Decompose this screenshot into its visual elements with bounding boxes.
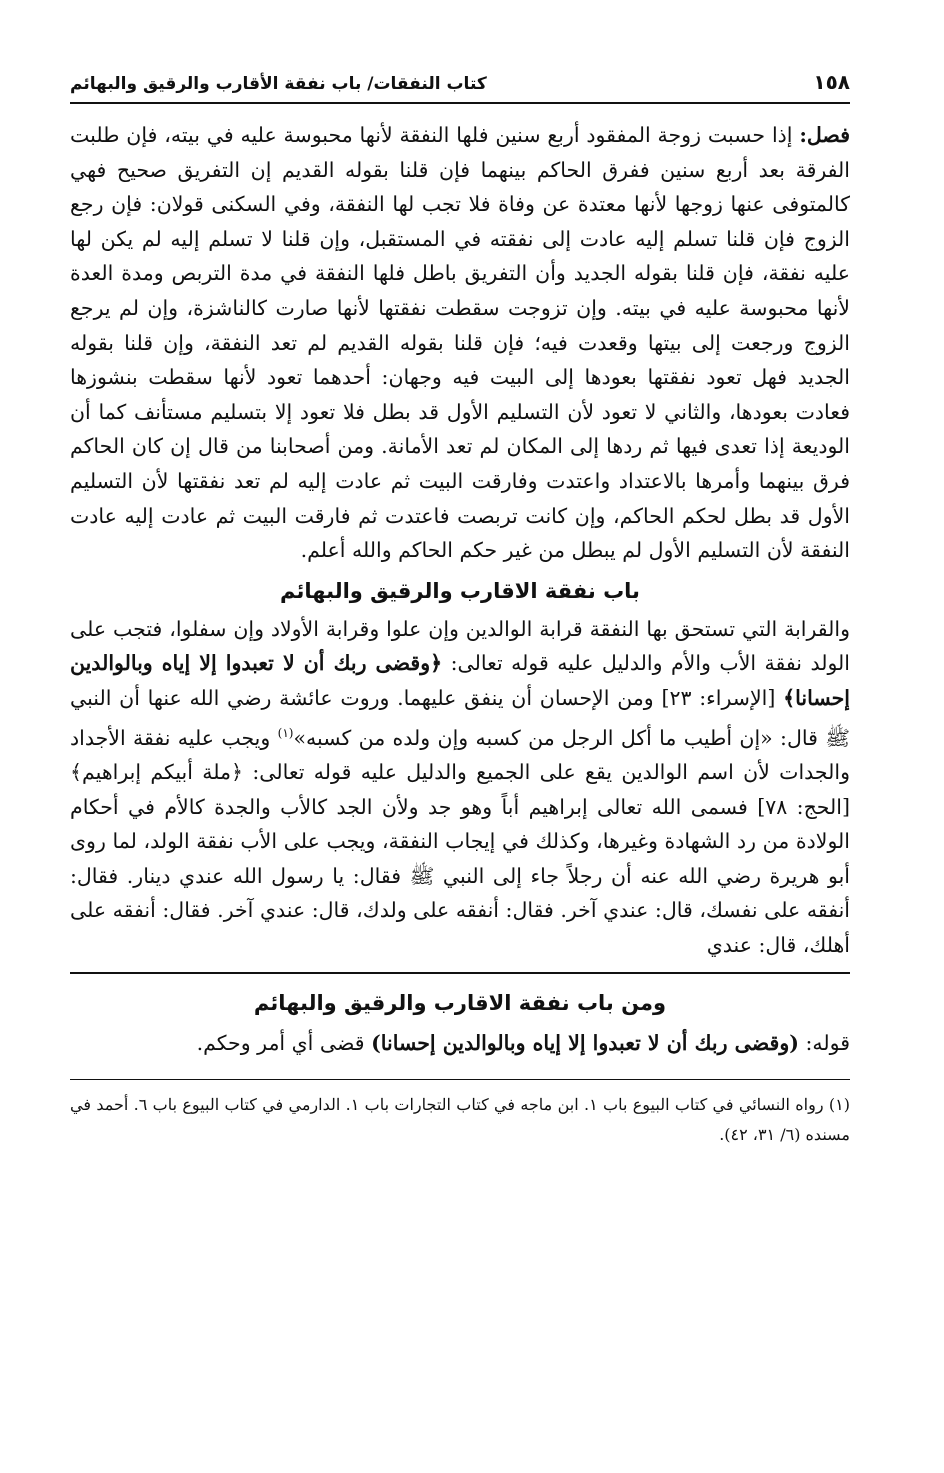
section-title: باب نفقة الاقارب والرقيق والبهائم — [280, 578, 640, 603]
footnote-text: رواه النسائي في كتاب البيوع باب ١. ابن ماجه في كتاب التجارات باب ١. الدارمي في كتاب البيوع باب ٦. أحمد في مسنده (٦/ ٣١، ٤٢). — [70, 1095, 850, 1145]
quran-verse-isra: ﴿وقضى ربك أن لا تعبدوا إلا إياه وبالوالدين إحسانا﴾ — [70, 651, 850, 710]
fasl-paragraph — [70, 118, 850, 568]
book-page — [70, 70, 850, 1150]
commentary-divider — [70, 972, 850, 974]
running-header — [70, 70, 850, 104]
commentary-title: ومن باب نفقة الاقارب والرقيق والبهائم — [253, 991, 667, 1016]
footnote-divider — [70, 1079, 850, 1080]
page-number: ١٥٨ — [813, 70, 850, 94]
section-text-3: ويجب عليه نفقة الأجداد والجدات لأن اسم الوالدين يقع على الجميع والدليل عليه قوله تعالى: ﴿ملة أبيكم إبراهيم﴾ [الحج: ٧٨] فسمى الله تعالى إبراهيم أباً وهو جد ولأن الجد كالأب والجدة كالأم في أحكام الولادة من رد الشهادة وغيرها، وكذلك في إيجاب النفقة، ويجب على الأب نفقة الولد، لما روى أبو هريرة رضي الله عنه أن رجلاً جاء إلى النبي ﷺ فقال: يا رسول الله عندي دينار. فقال: أنفقه على نفسك، قال: عندي آخر. فقال: أنفقه على ولدك، قال: عندي آخر. فقال: أنفقه على أهلك، قال: عندي — [70, 725, 850, 957]
commentary-lead: قوله: — [798, 1031, 850, 1056]
footnote-marker: (١) — [828, 1095, 850, 1115]
section-paragraph — [70, 612, 850, 963]
footnote-reference[interactable]: (١) — [277, 725, 294, 740]
footnote — [70, 1090, 850, 1150]
commentary-text: قضى أي أمر وحكم. — [196, 1031, 372, 1056]
commentary-paragraph — [70, 1026, 850, 1061]
fasl-text: إذا حسبت زوجة المفقود أربع سنين فلها النفقة لأنها محبوسة عليه في بيته، فإن طلبت الفرقة بعد أربع سنين ففرق الحاكم بينهما فإن قلنا بقوله القديم إن التفريق صحيح فهي كالمتوفى عنها زوجها لأنها معتدة عن وفاة فلا تجب لها النفقة، وفي السكنى قولان: فإن رجع الزوج فإن قلنا تسلم إليه عادت إلى نفقته في المستقبل، وإن قلنا لا تسلم إليه لم يكن لها عليه نفقة، فإن قلنا بقوله الجديد وأن التفريق باطل فلها النفقة في مدة التربص ومدة العدة لأنها محبوسة عليه في بيته. وإن تزوجت سقطت نفقتها لأنها صارت كالناشزة، وإن لم يرجع الزوج ورجعت إلى بيتها وقعدت فيه؛ فإن قلنا بقوله القديم لم تعد النفقة، وإن قلنا بقوله الجديد فهل تعود نفقتها بعودها إلى البيت فيه وجهان: أحدهما تعود لأنها سقطت بنشوزها فعادت بعودها، والثاني لا تعود لأن التسليم الأول قد بطل فلا تعود إلا بتسليم مستأنف كما أن الوديعة إذا تعدى فيها ثم ردها إلى المكان لم تعد الأمانة. ومن أصحابنا من قال إن كان الحاكم فرق بينهما وأمرها بالاعتداد واعتدت وفارقت البيت ثم عادت إليه لم تعد نفقتها لأن التسليم الأول قد بطل لحكم الحاكم، وإن كانت تربصت فاعتدت ثم فارقت البيت ثم عادت إليه عادت النفقة لأن التسليم الأول لم يبطل من غير حكم الحاكم والله أعلم. — [70, 123, 850, 563]
fasl-lead: فصل: — [799, 123, 850, 147]
section-text-2: [الإسراء: ٢٣] ومن الإحسان أن ينفق عليهما. وروت عائشة رضي الله عنها أن النبي ﷺ قال: «إن أطيب ما أكل الرجل من كسبه وإن ولده من كسبه» — [70, 685, 850, 750]
commentary-quote: (وقضى ربك أن لا تعبدوا إلا إياه وبالوالدين إحسانا) — [371, 1031, 799, 1056]
section-text-1: والقرابة التي تستحق بها النفقة قرابة الوالدين وإن علوا وقرابة الأولاد وإن سفلوا، فتجب على الولد نفقة الأب والأم والدليل عليه قوله تعالى: — [70, 616, 850, 676]
running-title: كتاب النفقات/ باب نفقة الأقارب والرقيق والبهائم — [70, 74, 487, 94]
